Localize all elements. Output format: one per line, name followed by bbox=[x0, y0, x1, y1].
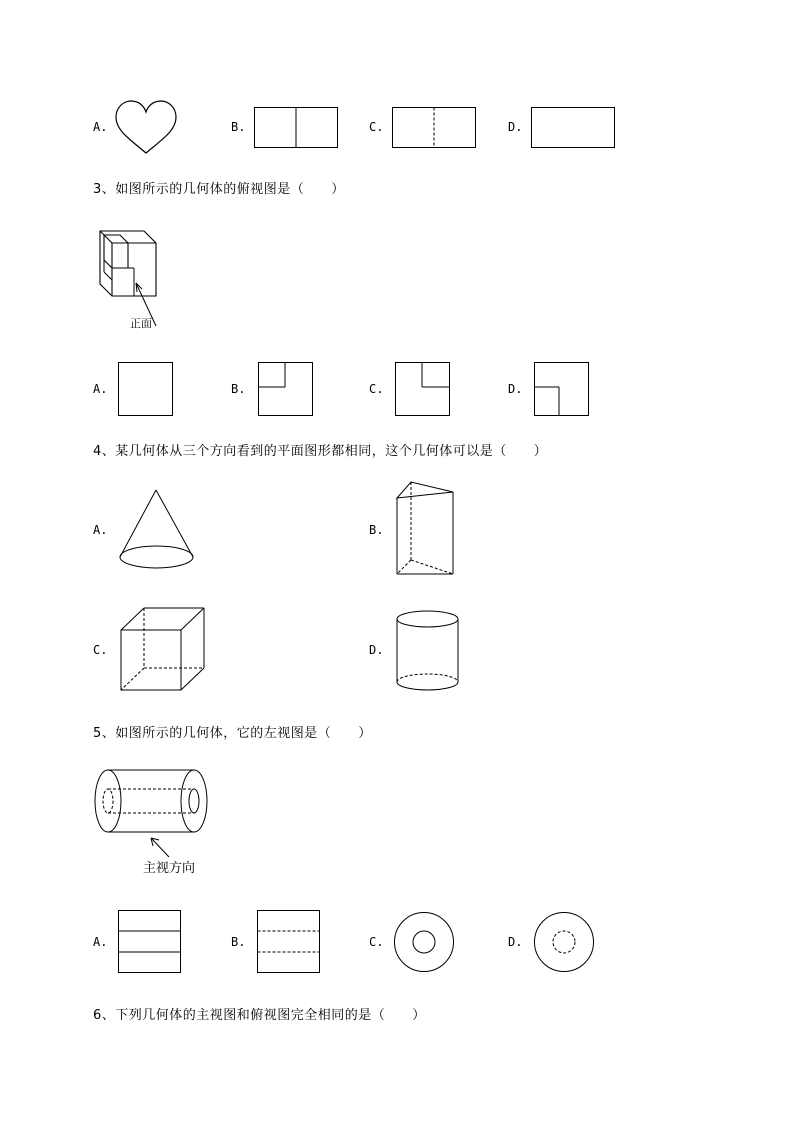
cone-figure bbox=[118, 489, 196, 571]
q3-option-d-label[interactable]: D. bbox=[508, 382, 523, 396]
q4-option-a-label[interactable]: A. bbox=[93, 523, 108, 537]
rect-two-solid-lines-figure bbox=[118, 910, 181, 973]
q2-option-b-label[interactable]: B. bbox=[231, 120, 246, 134]
q4-option-d-label[interactable]: D. bbox=[369, 643, 384, 657]
ring-solid-figure bbox=[393, 911, 455, 973]
ring-dashed-figure bbox=[533, 911, 595, 973]
q4-prompt: 4、某几何体从三个方向看到的平面图形都相同，这个几何体可以是（ ） bbox=[93, 444, 548, 459]
q5-option-a-label[interactable]: A. bbox=[93, 935, 108, 949]
triangular-prism-figure bbox=[393, 478, 459, 578]
plain-rect-figure bbox=[531, 107, 615, 148]
front-label: 正面 bbox=[130, 317, 152, 330]
square-inner-top-right-figure bbox=[395, 362, 450, 416]
q5-option-b-label[interactable]: B. bbox=[231, 935, 246, 949]
square-figure bbox=[118, 362, 173, 416]
rect-two-dashed-lines-figure bbox=[257, 910, 320, 973]
cube-figure bbox=[120, 607, 206, 691]
hollow-cylinder-figure bbox=[94, 769, 212, 865]
q3-option-a-label[interactable]: A. bbox=[93, 382, 108, 396]
rect-solid-divider-figure bbox=[254, 107, 338, 148]
q6-prompt: 6、下列几何体的主视图和俯视图完全相同的是（ ） bbox=[93, 1008, 426, 1023]
q3-prompt: 3、如图所示的几何体的俯视图是（ ） bbox=[93, 182, 345, 197]
q4-option-c-label[interactable]: C. bbox=[93, 643, 108, 657]
q5-prompt: 5、如图所示的几何体，它的左视图是（ ） bbox=[93, 726, 372, 741]
q2-option-d-label[interactable]: D. bbox=[508, 120, 523, 134]
heart-shape-figure bbox=[114, 100, 178, 156]
square-inner-top-left-figure bbox=[258, 362, 313, 416]
q3-option-c-label[interactable]: C. bbox=[369, 382, 384, 396]
q3-option-b-label[interactable]: B. bbox=[231, 382, 246, 396]
q5-option-d-label[interactable]: D. bbox=[508, 935, 523, 949]
q2-option-a-label[interactable]: A. bbox=[93, 120, 108, 134]
q4-option-b-label[interactable]: B. bbox=[369, 523, 384, 537]
rect-dashed-divider-figure bbox=[392, 107, 476, 148]
q2-option-c-label[interactable]: C. bbox=[369, 120, 384, 134]
stepped-block-figure bbox=[94, 226, 164, 332]
q5-option-c-label[interactable]: C. bbox=[369, 935, 384, 949]
view-direction-label: 主视方向 bbox=[143, 861, 196, 876]
cylinder-figure bbox=[396, 610, 460, 692]
square-inner-bottom-right-figure bbox=[534, 362, 589, 416]
